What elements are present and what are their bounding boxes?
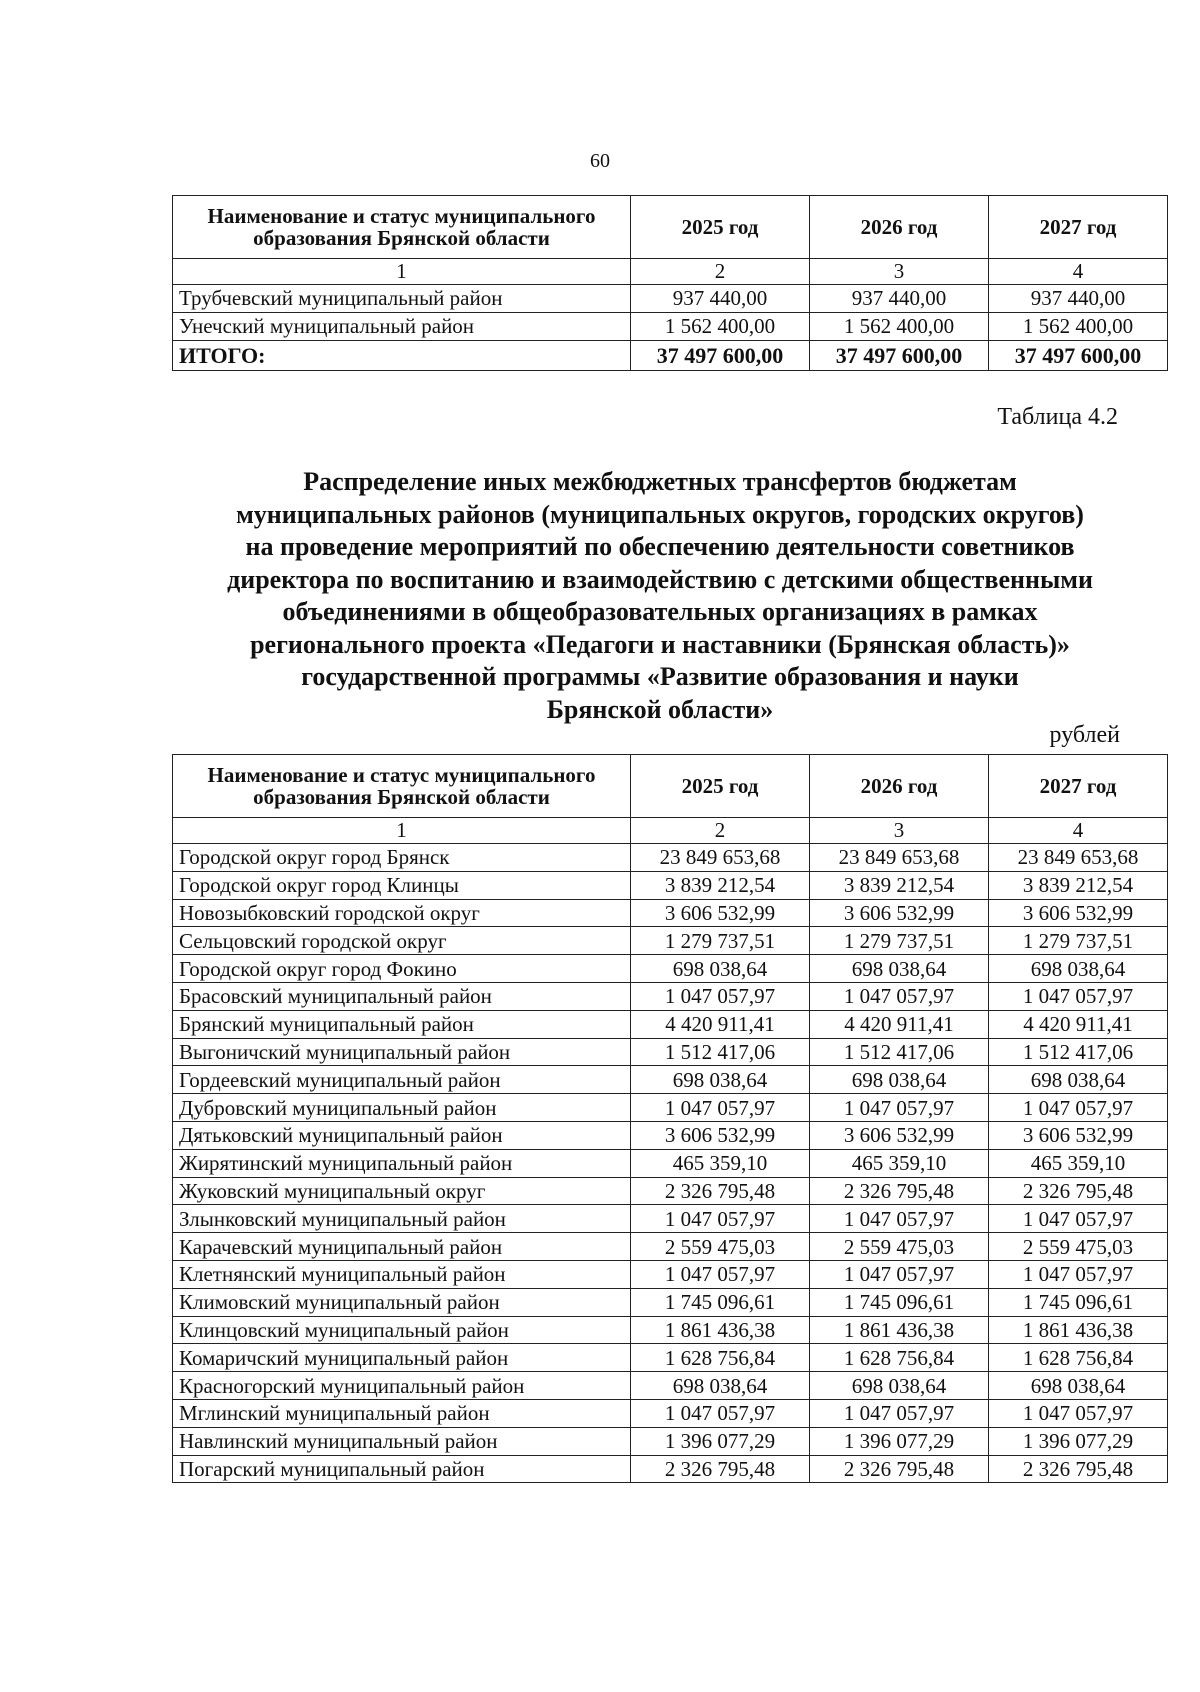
municipality-name: Брянский муниципальный район — [173, 1010, 631, 1038]
value-2027: 1 628 756,84 — [989, 1344, 1168, 1372]
column-header-name: Наименование и статус муниципального образования Брянской области — [173, 755, 631, 818]
value-2025: 1 396 077,29 — [631, 1427, 810, 1455]
total-2025: 37 497 600,00 — [631, 341, 810, 371]
value-2027: 1 047 057,97 — [989, 982, 1168, 1010]
table-row — [173, 1344, 1168, 1372]
municipality-name: Городской округ город Фокино — [173, 955, 631, 983]
value-2026: 1 745 096,61 — [810, 1288, 989, 1316]
municipality-name: Красногорский муниципальный район — [173, 1372, 631, 1400]
column-index-row — [173, 259, 1168, 285]
value-2027: 1 047 057,97 — [989, 1399, 1168, 1427]
value-2027: 465 359,10 — [989, 1149, 1168, 1177]
table-header-row — [173, 755, 1168, 818]
value-2027: 698 038,64 — [989, 955, 1168, 983]
table-row — [173, 1205, 1168, 1233]
value-2025: 4 420 911,41 — [631, 1010, 810, 1038]
value-2025: 3 606 532,99 — [631, 1121, 810, 1149]
value-2026: 1 047 057,97 — [810, 1205, 989, 1233]
value-2026: 4 420 911,41 — [810, 1010, 989, 1038]
value-2025: 1 047 057,97 — [631, 1094, 810, 1122]
value-2026: 1 562 400,00 — [810, 313, 989, 341]
value-2026: 1 628 756,84 — [810, 1344, 989, 1372]
value-2026: 1 047 057,97 — [810, 1094, 989, 1122]
municipality-name: Сельцовский городской округ — [173, 927, 631, 955]
value-2025: 698 038,64 — [631, 1066, 810, 1094]
value-2025: 937 440,00 — [631, 285, 810, 313]
table-row — [173, 1066, 1168, 1094]
table-row — [173, 1455, 1168, 1483]
heading-line: Распределение иных межбюджетных трансфертов бюджетам — [303, 467, 1017, 496]
value-2026: 1 396 077,29 — [810, 1427, 989, 1455]
value-2026: 1 512 417,06 — [810, 1038, 989, 1066]
municipality-name: Навлинский муниципальный район — [173, 1427, 631, 1455]
value-2025: 1 512 417,06 — [631, 1038, 810, 1066]
value-2025: 2 326 795,48 — [631, 1455, 810, 1483]
value-2027: 3 606 532,99 — [989, 1121, 1168, 1149]
column-header-2027: 2027 год — [989, 755, 1168, 818]
table-row — [173, 927, 1168, 955]
value-2026: 937 440,00 — [810, 285, 989, 313]
value-2027: 1 396 077,29 — [989, 1427, 1168, 1455]
column-index-row — [173, 818, 1168, 844]
total-2026: 37 497 600,00 — [810, 341, 989, 371]
table-row — [173, 899, 1168, 927]
value-2027: 4 420 911,41 — [989, 1010, 1168, 1038]
value-2027: 2 559 475,03 — [989, 1233, 1168, 1261]
table-row — [173, 1038, 1168, 1066]
value-2027: 1 745 096,61 — [989, 1288, 1168, 1316]
table-label: Таблица 4.2 — [997, 404, 1118, 430]
municipality-name: Новозыбковский городской округ — [173, 899, 631, 927]
value-2026: 3 606 532,99 — [810, 1121, 989, 1149]
municipality-name: Клинцовский муниципальный район — [173, 1316, 631, 1344]
value-2027: 3 606 532,99 — [989, 899, 1168, 927]
municipality-name: Жирятинский муниципальный район — [173, 1149, 631, 1177]
value-2027: 1 861 436,38 — [989, 1316, 1168, 1344]
table-row — [173, 1399, 1168, 1427]
value-2026: 1 047 057,97 — [810, 982, 989, 1010]
table-row — [173, 982, 1168, 1010]
value-2027: 2 326 795,48 — [989, 1177, 1168, 1205]
municipality-name: Злынковский муниципальный район — [173, 1205, 631, 1233]
value-2026: 1 047 057,97 — [810, 1260, 989, 1288]
column-header-name: Наименование и статус муниципального образования Брянской области — [173, 196, 631, 259]
table-header-row — [173, 196, 1168, 259]
value-2027: 1 047 057,97 — [989, 1260, 1168, 1288]
municipality-name: Брасовский муниципальный район — [173, 982, 631, 1010]
column-index: 3 — [810, 259, 989, 285]
table-row — [173, 844, 1168, 872]
table-row — [173, 1427, 1168, 1455]
municipality-name: Дятьковский муниципальный район — [173, 1121, 631, 1149]
value-2026: 698 038,64 — [810, 955, 989, 983]
municipality-name: Комаричский муниципальный район — [173, 1344, 631, 1372]
heading-line: директора по воспитанию и взаимодействию с детскими общественными — [227, 564, 1093, 594]
value-2026: 1 047 057,97 — [810, 1399, 989, 1427]
municipality-name: Климовский муниципальный район — [173, 1288, 631, 1316]
value-2025: 2 326 795,48 — [631, 1177, 810, 1205]
value-2025: 3 606 532,99 — [631, 899, 810, 927]
value-2026: 465 359,10 — [810, 1149, 989, 1177]
table-row — [173, 1288, 1168, 1316]
table-row — [173, 1094, 1168, 1122]
value-2026: 3 606 532,99 — [810, 899, 989, 927]
total-2027: 37 497 600,00 — [989, 341, 1168, 371]
municipality-name: Выгоничский муниципальный район — [173, 1038, 631, 1066]
page-number: 60 — [590, 150, 610, 172]
municipality-name: Жуковский муниципальный округ — [173, 1177, 631, 1205]
value-2027: 1 047 057,97 — [989, 1094, 1168, 1122]
document-heading — [150, 466, 1170, 726]
value-2027: 937 440,00 — [989, 285, 1168, 313]
municipality-name: Мглинский муниципальный район — [173, 1399, 631, 1427]
table-row — [173, 1260, 1168, 1288]
table-row — [173, 285, 1168, 313]
table-row — [173, 1149, 1168, 1177]
municipality-name: Дубровский муниципальный район — [173, 1094, 631, 1122]
value-2027: 698 038,64 — [989, 1372, 1168, 1400]
value-2027: 2 326 795,48 — [989, 1455, 1168, 1483]
value-2025: 2 559 475,03 — [631, 1233, 810, 1261]
value-2027: 1 512 417,06 — [989, 1038, 1168, 1066]
column-index: 2 — [631, 818, 810, 844]
municipality-name: Клетнянский муниципальный район — [173, 1260, 631, 1288]
column-index: 4 — [989, 818, 1168, 844]
value-2026: 698 038,64 — [810, 1066, 989, 1094]
municipality-name: Городской округ город Брянск — [173, 844, 631, 872]
table-row — [173, 1316, 1168, 1344]
heading-line: Брянской области» — [546, 694, 774, 724]
value-2025: 465 359,10 — [631, 1149, 810, 1177]
value-2025: 1 047 057,97 — [631, 1399, 810, 1427]
value-2025: 1 279 737,51 — [631, 927, 810, 955]
value-2025: 1 861 436,38 — [631, 1316, 810, 1344]
value-2027: 698 038,64 — [989, 1066, 1168, 1094]
heading-line: муниципальных районов (муниципальных округов, городских округов) — [236, 499, 1084, 529]
column-index: 4 — [989, 259, 1168, 285]
column-index: 1 — [173, 259, 631, 285]
value-2027: 23 849 653,68 — [989, 844, 1168, 872]
value-2026: 2 559 475,03 — [810, 1233, 989, 1261]
municipality-name: Карачевский муниципальный район — [173, 1233, 631, 1261]
column-index: 1 — [173, 818, 631, 844]
value-2026: 1 279 737,51 — [810, 927, 989, 955]
value-2025: 3 839 212,54 — [631, 871, 810, 899]
value-2026: 698 038,64 — [810, 1372, 989, 1400]
column-index: 2 — [631, 259, 810, 285]
total-label: ИТОГО: — [173, 341, 631, 371]
column-index: 3 — [810, 818, 989, 844]
value-2025: 1 047 057,97 — [631, 982, 810, 1010]
value-2026: 2 326 795,48 — [810, 1455, 989, 1483]
value-2026: 2 326 795,48 — [810, 1177, 989, 1205]
value-2026: 1 861 436,38 — [810, 1316, 989, 1344]
municipality-name: Городской округ город Клинцы — [173, 871, 631, 899]
value-2026: 23 849 653,68 — [810, 844, 989, 872]
heading-line: регионального проекта «Педагоги и наставники (Брянская область)» — [250, 629, 1070, 659]
table-row — [173, 871, 1168, 899]
table-row — [173, 313, 1168, 341]
column-header-2027: 2027 год — [989, 196, 1168, 259]
table-row — [173, 1372, 1168, 1400]
total-row — [173, 341, 1168, 371]
units-label: рублей — [1049, 722, 1120, 748]
value-2025: 1 628 756,84 — [631, 1344, 810, 1372]
value-2027: 1 047 057,97 — [989, 1205, 1168, 1233]
table-row — [173, 1010, 1168, 1038]
value-2025: 1 562 400,00 — [631, 313, 810, 341]
table-row — [173, 1121, 1168, 1149]
municipality-name: Гордеевский муниципальный район — [173, 1066, 631, 1094]
heading-line: объединениями в общеобразовательных организациях в рамках — [282, 597, 1038, 626]
value-2025: 1 745 096,61 — [631, 1288, 810, 1316]
value-2027: 1 279 737,51 — [989, 927, 1168, 955]
municipality-name: Унечский муниципальный район — [173, 313, 631, 341]
column-header-2026: 2026 год — [810, 196, 989, 259]
column-header-2025: 2025 год — [631, 755, 810, 818]
column-header-2026: 2026 год — [810, 755, 989, 818]
table-row — [173, 955, 1168, 983]
value-2027: 1 562 400,00 — [989, 313, 1168, 341]
municipality-name: Погарский муниципальный район — [173, 1455, 631, 1483]
heading-line: на проведение мероприятий по обеспечению деятельности советников — [245, 532, 1075, 561]
value-2025: 698 038,64 — [631, 955, 810, 983]
summary-table-continuation — [172, 195, 1168, 371]
transfers-table — [172, 754, 1168, 1483]
municipality-name: Трубчевский муниципальный район — [173, 285, 631, 313]
value-2025: 23 849 653,68 — [631, 844, 810, 872]
column-header-2025: 2025 год — [631, 196, 810, 259]
heading-line: государственной программы «Развитие образования и науки — [301, 662, 1019, 691]
table-row — [173, 1177, 1168, 1205]
value-2026: 3 839 212,54 — [810, 871, 989, 899]
value-2025: 1 047 057,97 — [631, 1205, 810, 1233]
table-row — [173, 1233, 1168, 1261]
value-2027: 3 839 212,54 — [989, 871, 1168, 899]
value-2025: 698 038,64 — [631, 1372, 810, 1400]
value-2025: 1 047 057,97 — [631, 1260, 810, 1288]
